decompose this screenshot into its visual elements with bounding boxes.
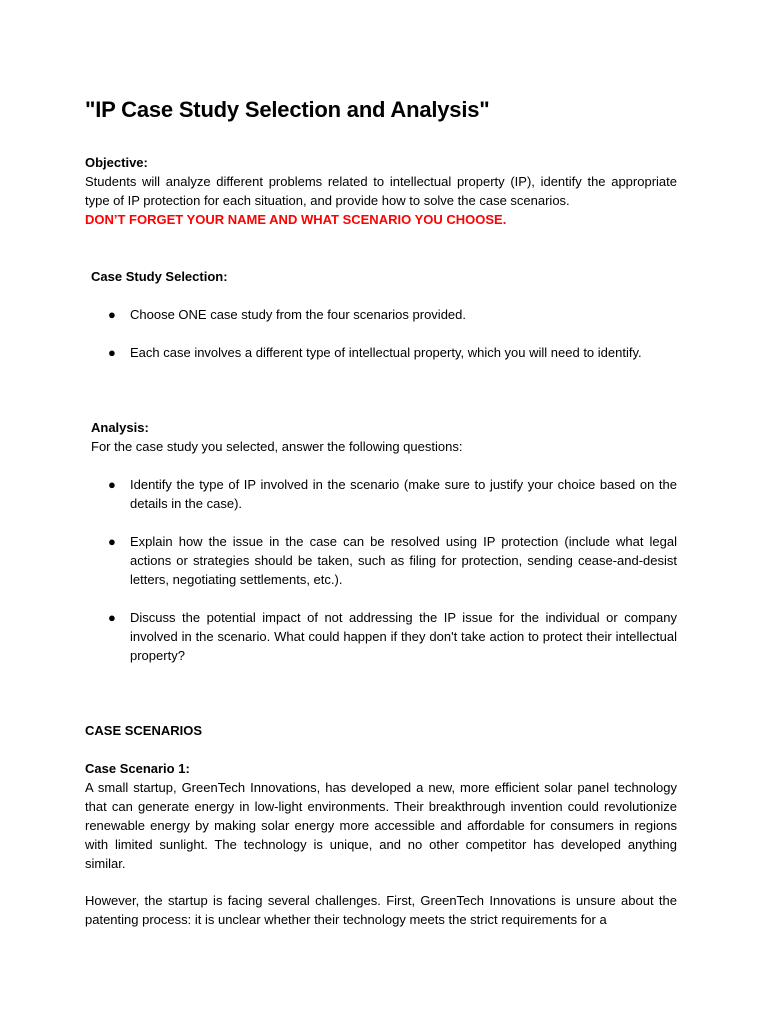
scenario-1-paragraph-1: A small startup, GreenTech Innovations, has developed a new, more efficient solar panel technology that can generate energy in low-light environments. Their breakthrough invention could revolutionize renewable energy by making solar energy more accessible and affordable for consumers in regions with limited sunlight. The technology is unique, and no other competitor has developed anything similar. [85, 780, 677, 871]
bullet-icon: ● [108, 610, 116, 625]
scenarios-section [85, 721, 677, 740]
analysis-section [91, 418, 677, 456]
list-item-text: Discuss the potential impact of not addressing the IP issue for the individual or company involved in the scenario. What could happen if they don't take action to protect their intellectual property? [130, 610, 677, 663]
list-item-text: Each case involves a different type of intellectual property, which you will need to identify. [130, 345, 642, 360]
analysis-list-3 [85, 608, 677, 665]
document-title: "IP Case Study Selection and Analysis" [85, 97, 490, 122]
list-item [85, 532, 677, 589]
scenarios-heading: CASE SCENARIOS [85, 723, 203, 738]
objective-section [85, 153, 677, 229]
bullet-icon: ● [108, 477, 116, 492]
selection-list [85, 305, 677, 324]
analysis-list-1 [85, 475, 677, 513]
list-item [85, 608, 677, 665]
selection-section [91, 267, 677, 286]
bullet-icon: ● [108, 534, 116, 549]
list-item [85, 305, 677, 324]
objective-heading: Objective: [85, 155, 148, 170]
bullet-icon: ● [108, 307, 116, 322]
list-item [85, 343, 677, 362]
list-item [85, 475, 677, 513]
analysis-intro: For the case study you selected, answer the following questions: [91, 439, 463, 454]
analysis-heading: Analysis: [91, 420, 149, 435]
list-item-text: Choose ONE case study from the four scenarios provided. [130, 307, 466, 322]
list-item-text: Explain how the issue in the case can be resolved using IP protection (include what legal actions or strategies should be taken, such as filing for protection, sending cease-and-desist letters, negotiating settlements, etc.). [130, 534, 677, 587]
bullet-icon: ● [108, 345, 116, 360]
scenario-1 [85, 759, 677, 873]
objective-warning: DON’T FORGET YOUR NAME AND WHAT SCENARIO YOU CHOOSE. [85, 212, 507, 227]
analysis-list-2 [85, 532, 677, 589]
scenario-1-paragraph-2: However, the startup is facing several challenges. First, GreenTech Innovations is unsure about the patenting process: it is unclear whether their technology meets the strict requirements for a [85, 893, 677, 927]
selection-heading: Case Study Selection: [91, 269, 228, 284]
selection-list-2 [85, 343, 677, 362]
objective-body: Students will analyze different problems related to intellectual property (IP), identify the appropriate type of IP protection for each situation, and provide how to solve the case scenarios. [85, 174, 677, 208]
scenario-1-continued [85, 891, 677, 929]
scenario-1-heading: Case Scenario 1: [85, 761, 190, 776]
list-item-text: Identify the type of IP involved in the scenario (make sure to justify your choice based on the details in the case). [130, 477, 677, 511]
